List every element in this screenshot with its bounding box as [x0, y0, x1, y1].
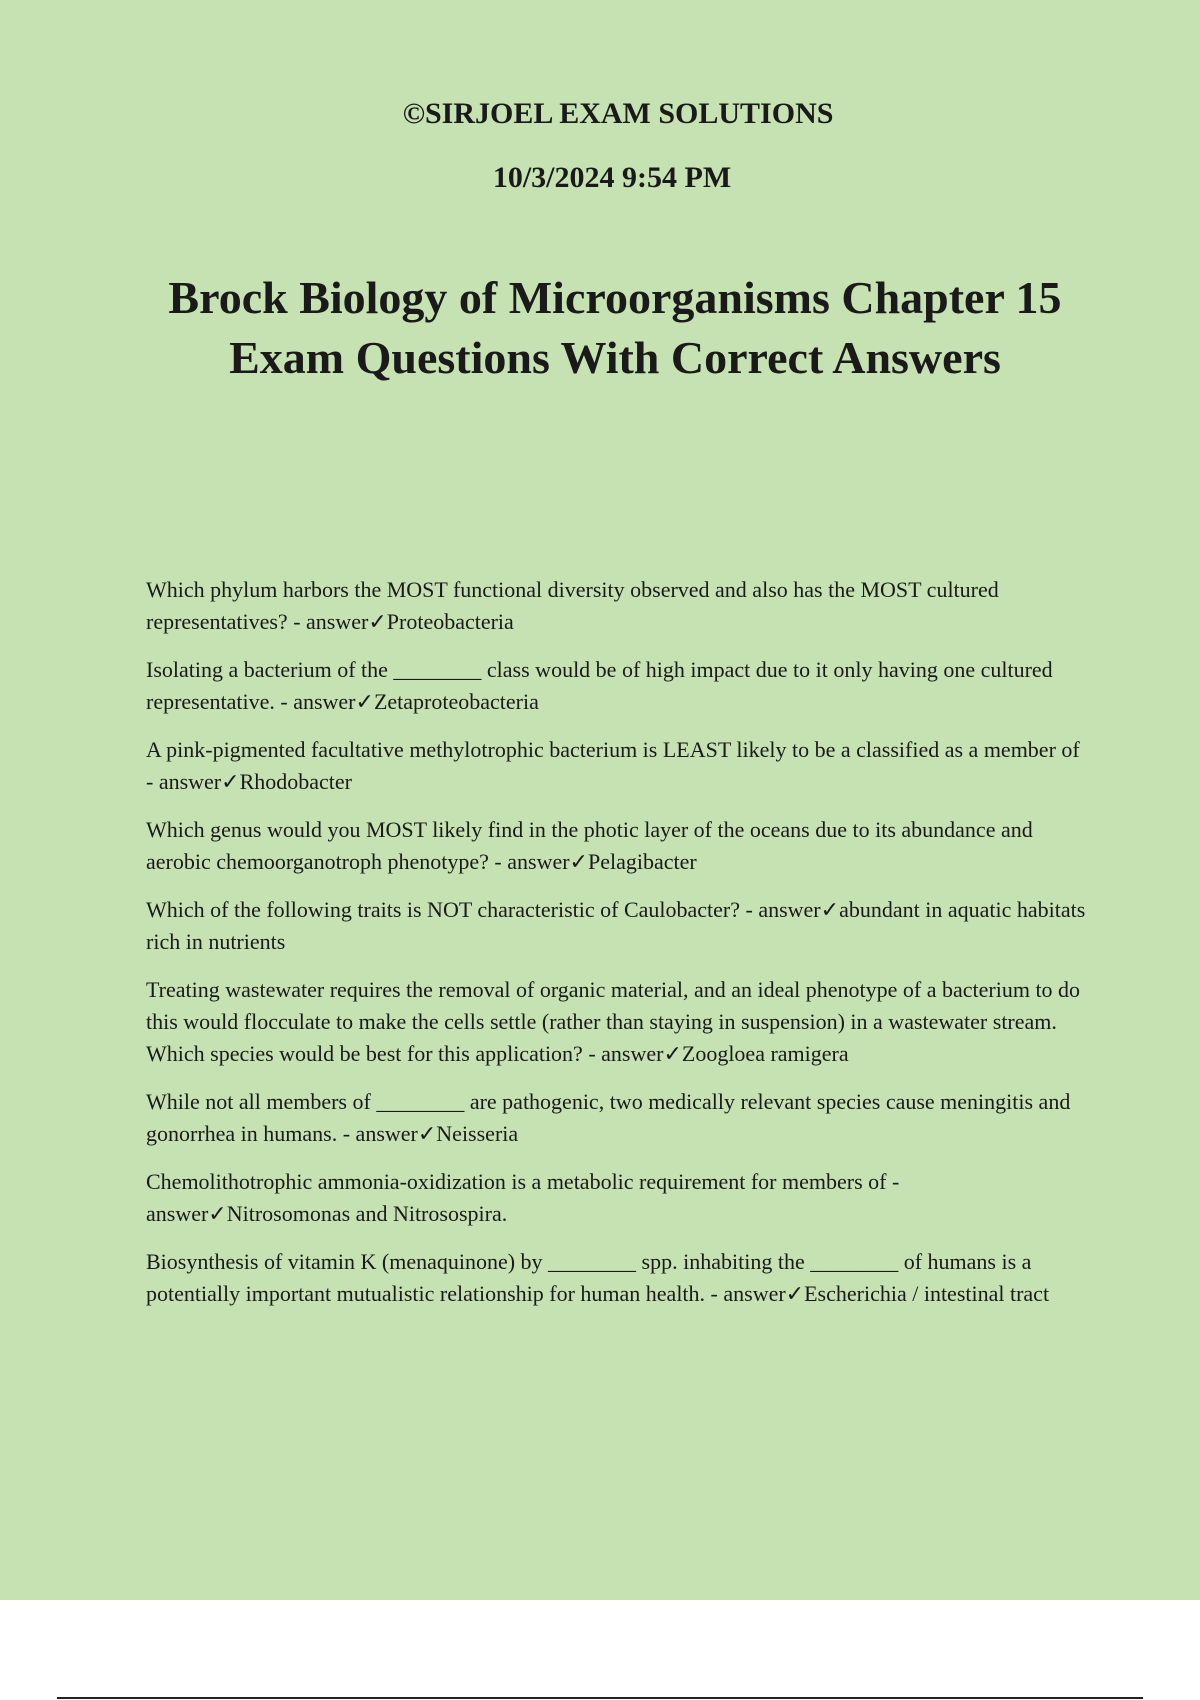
qa-item-8: Chemolithotrophic ammonia-oxidization is a metabolic requirement for members of - answer✓Nitrosomonas and Nitrosospira.: [146, 1169, 900, 1226]
qa-item-4: Which genus would you MOST likely find in the photic layer of the oceans due to its abundance and aerobic chemoorganotroph phenotype? - answer✓Pelagibacter: [146, 817, 1033, 874]
qa-item-9: Biosynthesis of vitamin K (menaquinone) by ________ spp. inhabiting the ________ of humans is a potentially important mutualistic relationship for human health. - answer✓Escherichia / intestinal tract: [146, 1249, 1050, 1306]
organization-header: ©SIRJOEL EXAM SOLUTIONS: [402, 97, 834, 130]
qa-item-7: While not all members of ________ are pathogenic, two medically relevant species cause meningitis and gonorrhea in humans. - answer✓Neisseria: [146, 1089, 1071, 1146]
page-divider-line: [57, 1697, 1143, 1699]
qa-item-5: Which of the following traits is NOT characteristic of Caulobacter? - answer✓abundant in aquatic habitats rich in nutrients: [146, 897, 1086, 954]
qa-item-1: Which phylum harbors the MOST functional diversity observed and also has the MOST cultured representatives? - answer✓Proteobacteria: [146, 577, 999, 634]
qa-list: [146, 574, 1086, 1326]
document-datetime: 10/3/2024 9:54 PM: [492, 161, 732, 194]
document-title: Brock Biology of Microorganisms Chapter 15 Exam Questions With Correct Answers: [168, 272, 1062, 383]
qa-item-3: A pink-pigmented facultative methylotrophic bacterium is LEAST likely to be a classified as a member of - answer✓Rhodobacter: [146, 737, 1080, 794]
qa-item-6: Treating wastewater requires the removal of organic material, and an ideal phenotype of a bacterium to do this would flocculate to make the cells settle (rather than staying in suspension) in a wastewater stream. Which species would be best for this application? - answer✓Zoogloea ramigera: [146, 977, 1081, 1066]
qa-item-2: Isolating a bacterium of the ________ class would be of high impact due to it only having one cultured representative. - answer✓Zetaproteobacteria: [146, 657, 1053, 714]
